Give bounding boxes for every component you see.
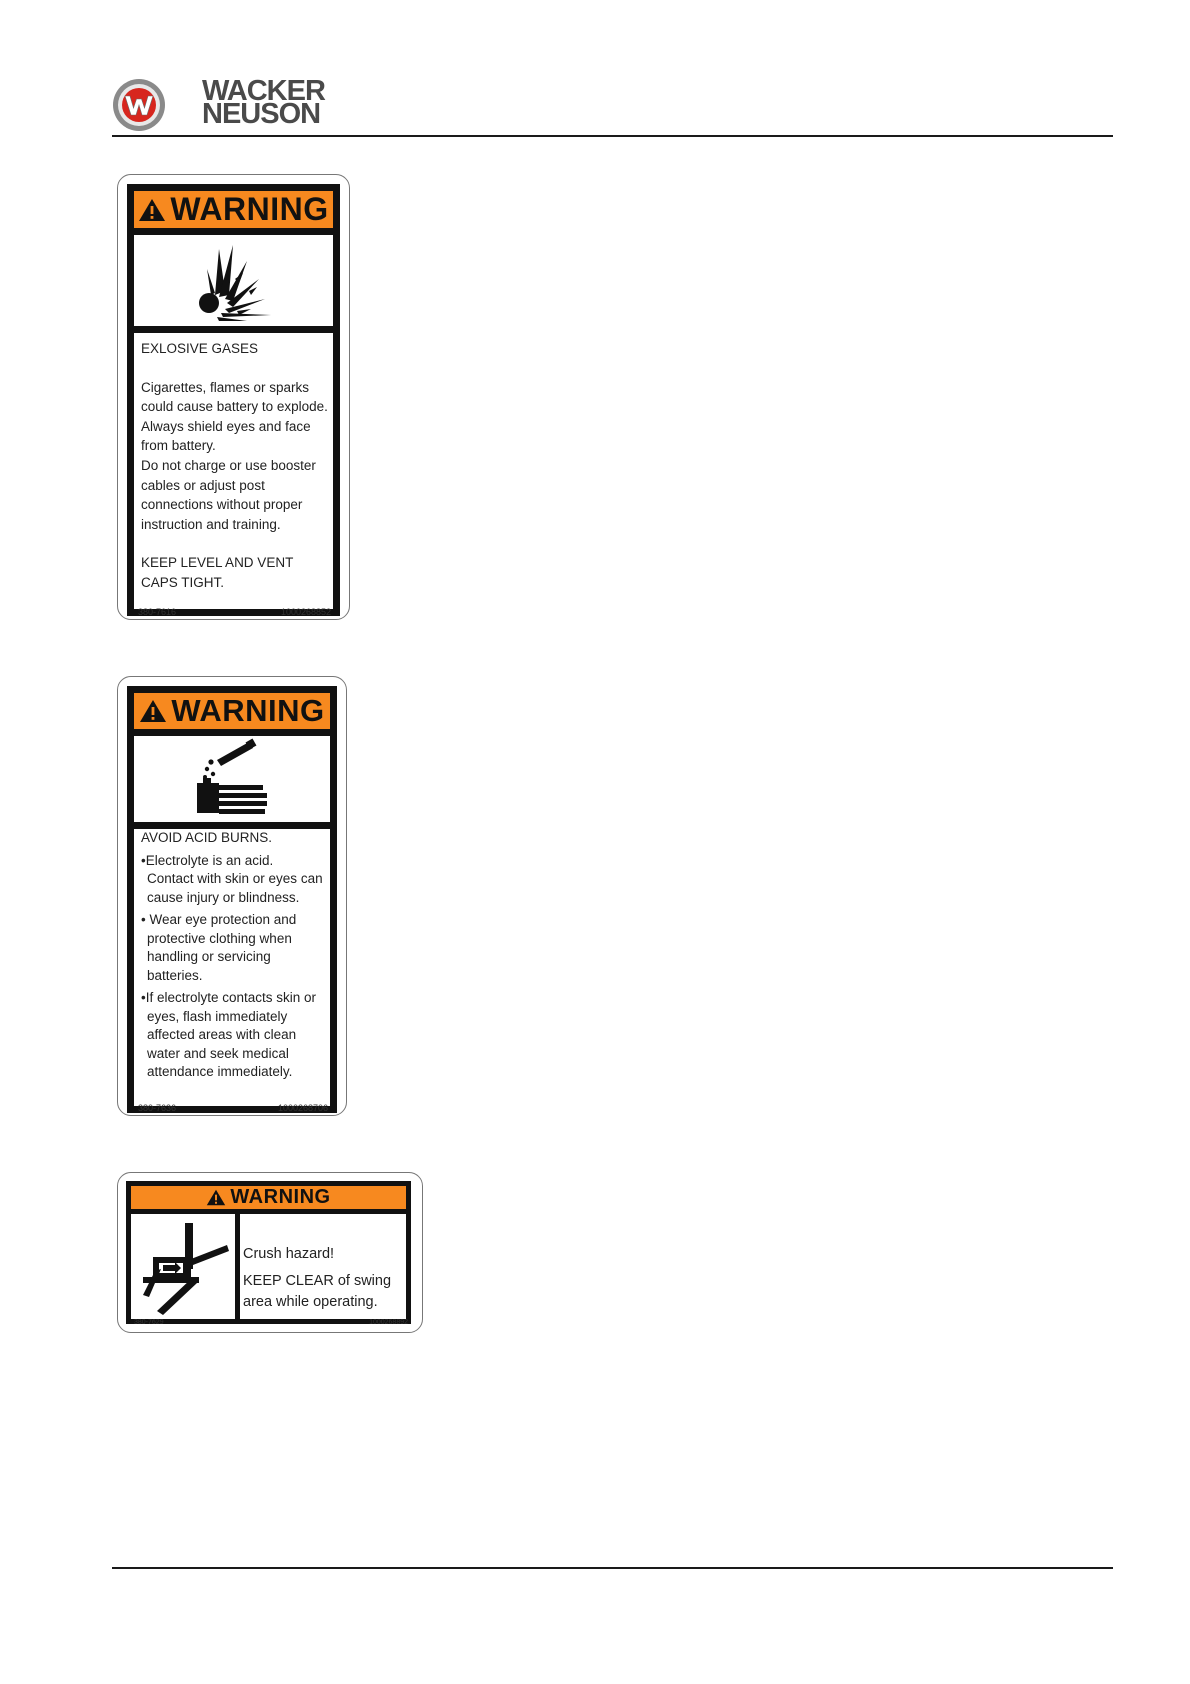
bullet-line: Contact with skin or eyes can xyxy=(147,871,323,886)
bullet-item xyxy=(141,852,326,908)
bullet-line: protective clothing when xyxy=(147,930,292,946)
crush-hazard-icon xyxy=(135,1217,231,1317)
label-frame xyxy=(126,1181,411,1324)
body-line: CAPS TIGHT. xyxy=(141,574,225,590)
body-line: Do not charge or use booster xyxy=(141,457,316,473)
label-body xyxy=(141,339,329,593)
body-line: KEEP CLEAR of swing xyxy=(243,1273,392,1289)
wacker-neuson-logo-icon xyxy=(112,78,166,132)
label-body xyxy=(243,1244,402,1313)
page-header xyxy=(0,0,1190,140)
bullet-line: affected areas with clean xyxy=(147,1027,297,1042)
label-frame xyxy=(127,686,337,1113)
body-line: area while operating. xyxy=(243,1294,378,1310)
label-code-left: 380-7629 xyxy=(134,1319,164,1326)
body-line: instruction and training. xyxy=(141,516,281,532)
body-line: cables or adjust post xyxy=(141,477,265,493)
label-code-right: 1000268706 xyxy=(277,1103,328,1113)
pictogram-panel xyxy=(131,1214,240,1319)
pictogram-panel xyxy=(134,736,330,829)
bullet-line: • Wear eye protection and xyxy=(141,912,297,927)
body-line: from battery. xyxy=(141,438,216,454)
label-code-right: 1000268852 xyxy=(280,607,331,617)
pictogram-panel xyxy=(134,235,333,333)
warning-banner-text: WARNING xyxy=(230,1186,331,1208)
explosion-icon xyxy=(189,239,279,323)
bullet-line: handling or servicing xyxy=(147,949,271,964)
warning-label-acid-burns xyxy=(117,676,347,1116)
body-line: connections without proper xyxy=(141,497,303,513)
label-heading: AVOID ACID BURNS. xyxy=(141,830,273,845)
warning-triangle-icon xyxy=(206,1189,226,1206)
warning-banner-text: WARNING xyxy=(171,693,325,728)
label-heading: EXLOSIVE GASES xyxy=(141,341,259,356)
bullet-item xyxy=(141,989,326,1082)
warning-banner xyxy=(134,693,330,736)
warning-banner xyxy=(131,1186,406,1214)
warning-banner xyxy=(134,191,333,235)
bullet-line: •If electrolyte contacts skin or xyxy=(141,990,317,1005)
brand-line-1: WACKER xyxy=(202,75,325,107)
brand-line-2: NEUSON xyxy=(202,98,321,130)
label-body xyxy=(141,829,326,1082)
bullet-item xyxy=(141,911,326,985)
warning-banner-text: WARNING xyxy=(170,191,329,227)
label-code-right: 1000268892 xyxy=(369,1319,408,1326)
bullet-line: eyes, flash immediately xyxy=(147,1008,288,1024)
warning-triangle-icon xyxy=(138,198,166,222)
footer-rule xyxy=(112,1567,1113,1569)
brand-wordmark xyxy=(202,75,325,130)
header-rule xyxy=(112,135,1113,137)
warning-triangle-icon xyxy=(139,699,167,723)
label-code-left: 380-7636 xyxy=(138,1103,177,1113)
acid-burn-hand-icon xyxy=(187,738,277,820)
bullet-line: •Electrolyte is an acid. xyxy=(141,852,274,868)
warning-label-explosive-gases xyxy=(117,174,350,620)
body-line: Cigarettes, flames or sparks xyxy=(141,379,310,395)
label-code-left: 380-7616 xyxy=(138,607,177,617)
body-line: Always shield eyes and face xyxy=(141,418,311,434)
bullet-line: attendance immediately. xyxy=(147,1064,293,1079)
label-frame xyxy=(127,184,340,616)
body-line: Crush hazard! xyxy=(243,1246,335,1262)
bullet-line: water and seek medical xyxy=(147,1045,289,1061)
body-line: could cause battery to explode. xyxy=(141,399,328,415)
bullet-line: cause injury or blindness. xyxy=(147,889,300,905)
warning-label-crush-hazard xyxy=(117,1172,423,1333)
body-line: KEEP LEVEL AND VENT xyxy=(141,555,294,571)
bullet-line: batteries. xyxy=(147,967,203,983)
